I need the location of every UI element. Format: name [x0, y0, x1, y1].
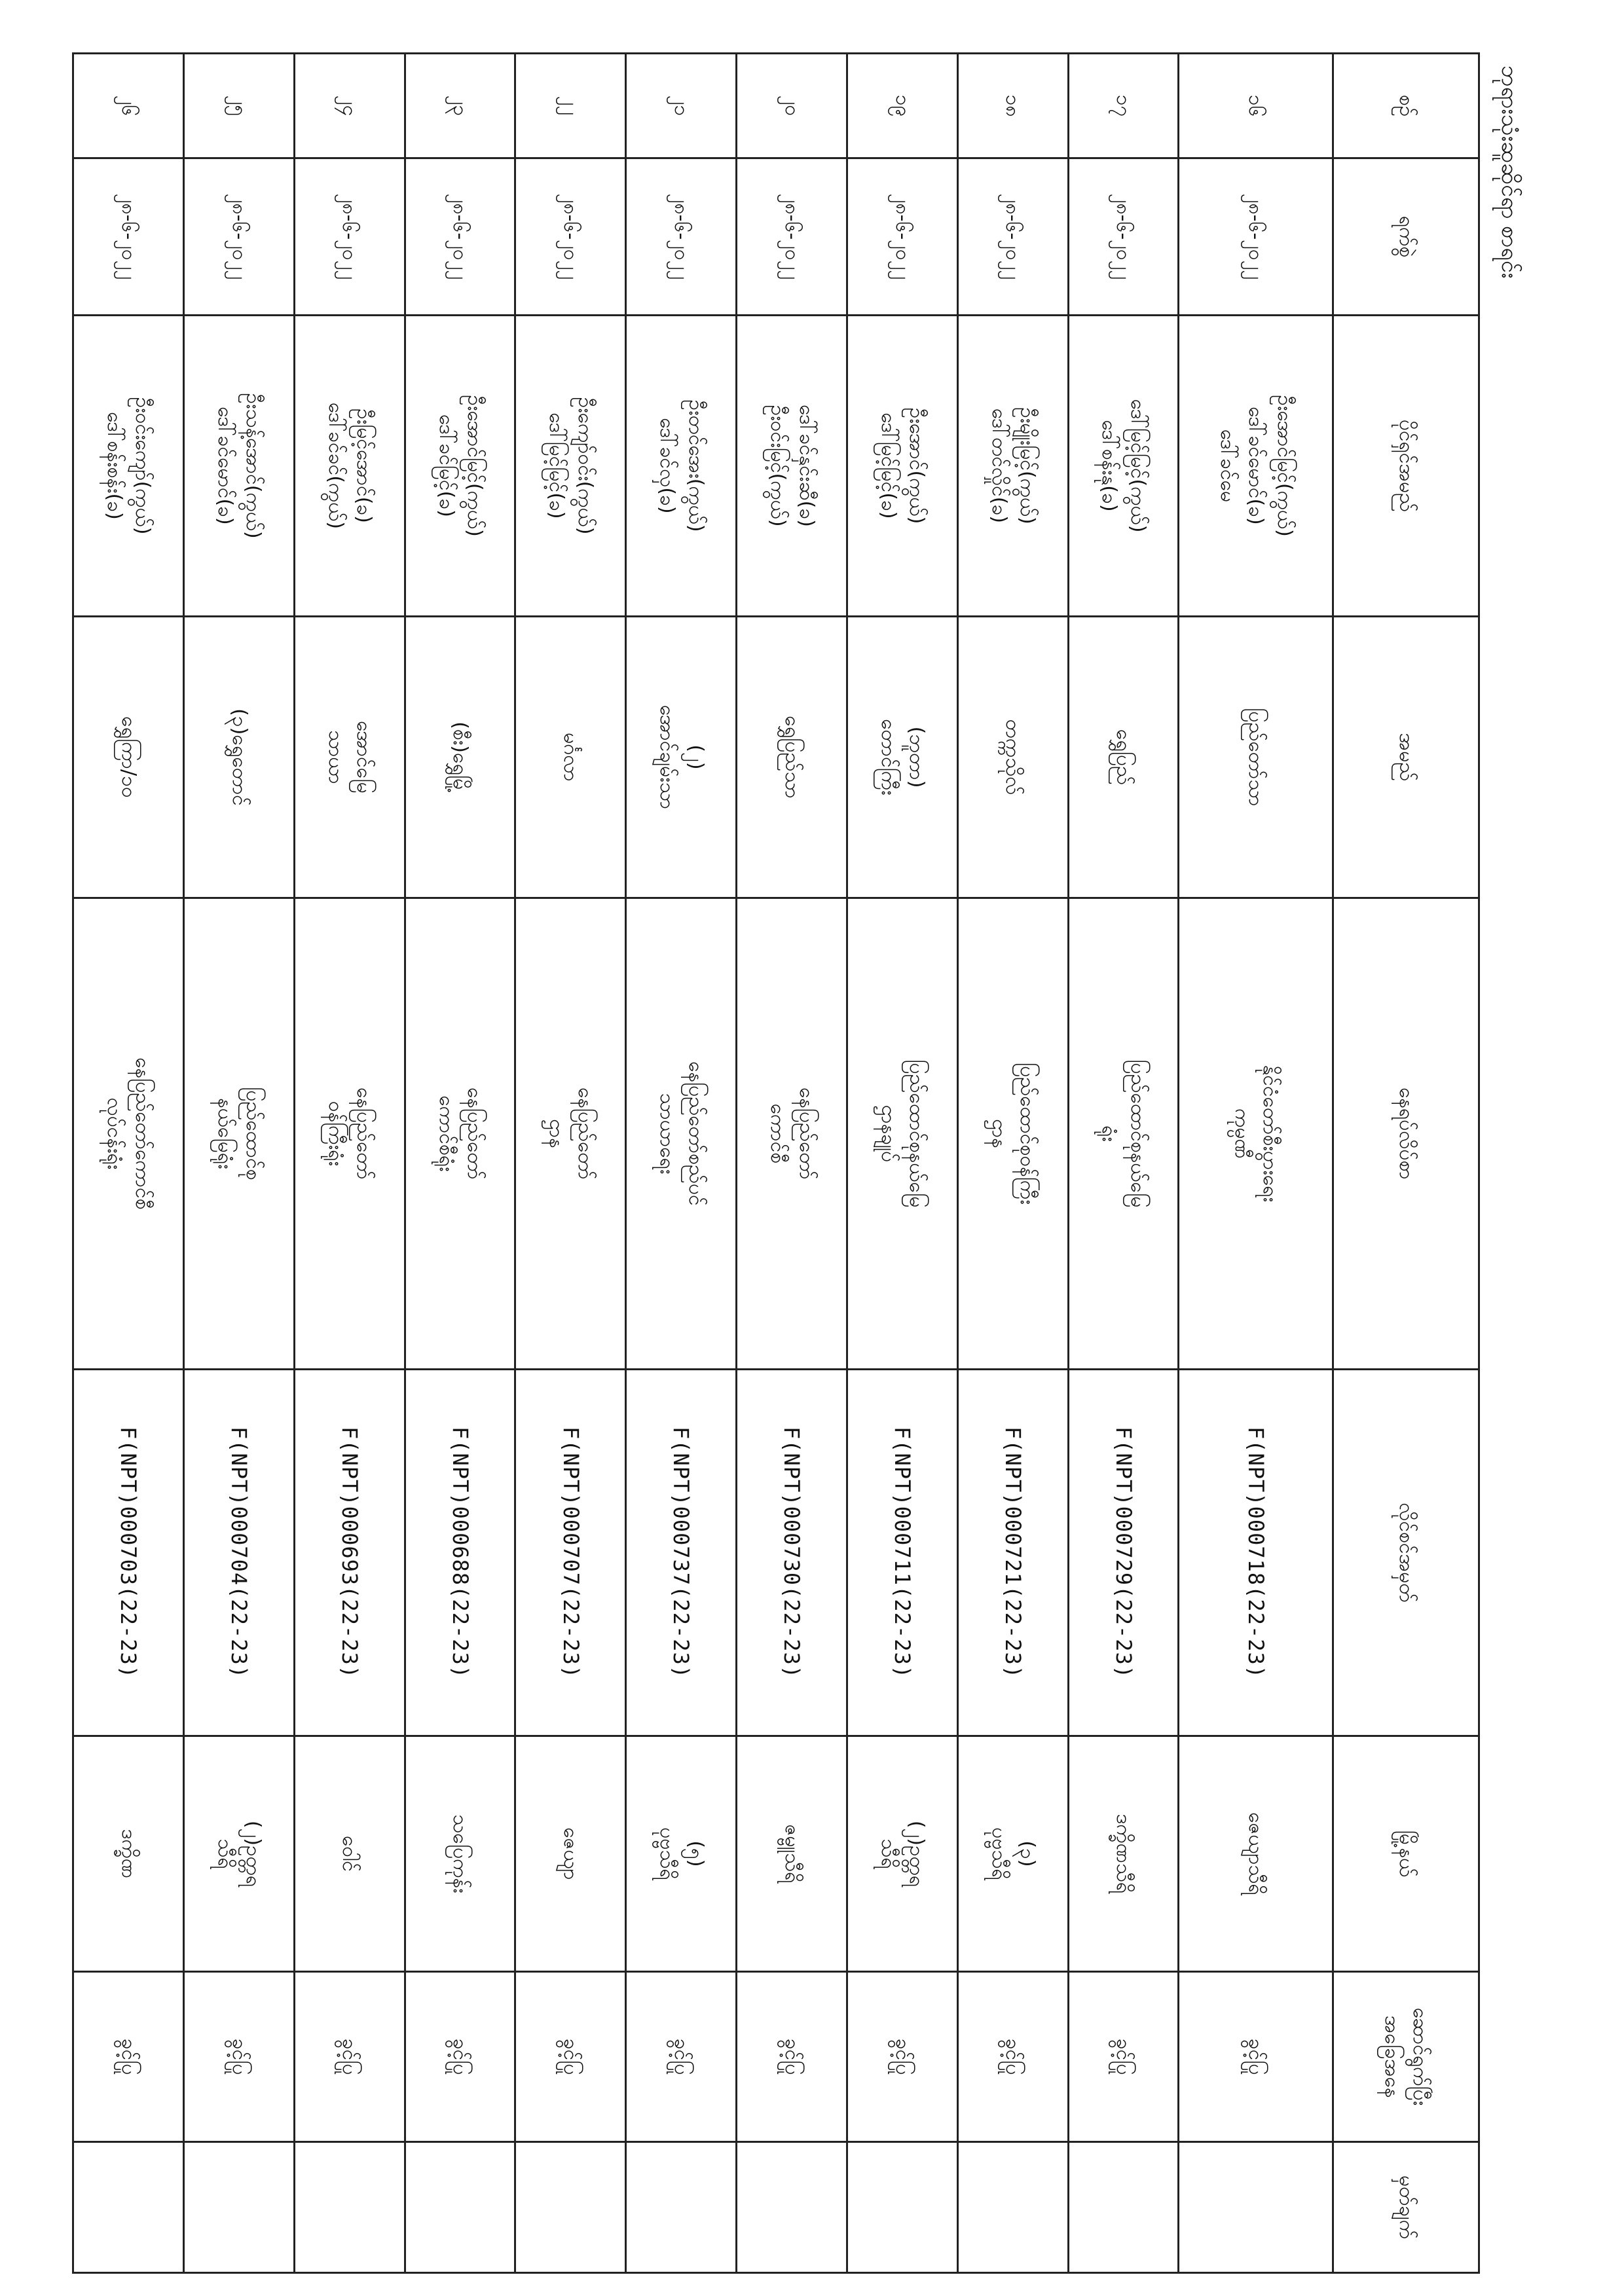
cell-date: ၂၈-၆-၂၀၂၂ [1068, 158, 1179, 316]
cell-no: ၂၂ [515, 54, 626, 158]
cell-date: ၂၈-၆-၂၀၂၂ [183, 158, 294, 316]
page-title: ဘုရားသုံးဆူဆိုင်ရာ စာရင်း [1496, 65, 1522, 279]
cell-license: F(NPT)000703(22-23) [73, 1370, 184, 1736]
header-township: မြို့နယ် [1333, 1736, 1479, 1972]
cell-address: ပြည်ထောင်စုနယ်မြေ ဌာနချုပ် [847, 898, 957, 1370]
header-license: လိုင်စင်အမှတ် [1333, 1370, 1479, 1736]
table-row [1179, 54, 1333, 2273]
cell-no: ၂၀ [737, 54, 847, 158]
cell-license: F(NPT)000704(22-23) [183, 1370, 294, 1736]
table-row [183, 54, 294, 2273]
cell-remark [847, 2142, 957, 2273]
cell-status: ခွင့်ပြု [73, 1972, 184, 2142]
cell-township: ဇေယျာ [515, 1736, 626, 1972]
cell-status: ခွင့်ပြု [405, 1972, 515, 2142]
cell-license: F(NPT)000693(22-23) [294, 1370, 405, 1736]
cell-name: (စီး)ရွှေမြို့ [405, 617, 515, 898]
cell-township: (၅) ပုဗ္ဗသီရိ [626, 1736, 737, 1972]
table-row [294, 54, 405, 2273]
cell-date: ၂၈-၆-၂၀၂၂ [847, 158, 957, 316]
cell-status: ခွင့်ပြု [957, 1972, 1068, 2142]
table-row [515, 54, 626, 2273]
cell-status: ခွင့်ပြု [294, 1972, 405, 2142]
cell-address: နေပြည်တော် ကောင်စီရုံး [405, 898, 515, 1370]
cell-name: တက္ကသိုလ် [957, 617, 1068, 898]
cell-license: F(NPT)000737(22-23) [626, 1370, 737, 1736]
table-row [626, 54, 737, 2273]
cell-license: F(NPT)000721(22-23) [957, 1370, 1068, 1736]
cell-no: ၂၁ [626, 54, 737, 158]
cell-remark [1179, 2142, 1333, 2273]
header-date: ရက်စွဲ [1333, 158, 1479, 316]
cell-no: ၁၉ [847, 54, 957, 158]
cell-address: နေပြည်တော်ကောင်စီ လုပ်ငန်းရုံး [73, 898, 184, 1370]
cell-owner: ဦးမျိုးမြင့်(ကွယ်) ဒေါ်တင်လှိုင်(ခ) [957, 316, 1068, 617]
table-row [847, 54, 957, 2273]
cell-no: ၂၅ [183, 54, 294, 158]
cell-township: ဒက္ခိဏ [73, 1736, 184, 1972]
cell-township: ဇေယျာသီရိ [1179, 1736, 1333, 1972]
cell-status: ခွင့်ပြု [626, 1972, 737, 2142]
cell-name: ပြည်တော်သာ [1179, 617, 1333, 898]
cell-date: ၂၈-၆-၂၀၂၂ [294, 158, 405, 316]
cell-township: ဒက္ခိဏသီရိ [1068, 1736, 1179, 1972]
cell-no: ၂၄ [294, 54, 405, 158]
cell-name: (၂) အောင်ချမ်းသာ [626, 617, 737, 898]
cell-status: ခွင့်ပြု [847, 1972, 957, 2142]
cell-status: ခွင့်ပြု [183, 1972, 294, 2142]
cell-date: ၂၈-၆-၂၀၂၂ [73, 158, 184, 316]
cell-owner: ဦးကျော်ဝင်း(ကွယ်) ဒေါ်မြင့်မြင့်(ခ) [515, 316, 626, 617]
cell-remark [294, 2142, 405, 2273]
cell-owner: ဦးတင်အေး(ကွယ်) ဒေါ်ခင်လှ(ခ) [626, 316, 737, 617]
cell-name: အောင်မြေ သာယာ [294, 617, 405, 898]
cell-status: ခွင့်ပြု [737, 1972, 847, 2142]
table-row [405, 54, 515, 2273]
cell-remark [405, 2142, 515, 2273]
document-sheet [65, 52, 1539, 2240]
cell-date: ၂၈-၆-၂၀၂၂ [737, 158, 847, 316]
cell-township: (၃) ပုဗ္ဗသီရိ [957, 1736, 1068, 1972]
cell-remark [515, 2142, 626, 2273]
cell-township: ဝေါင် [294, 1736, 405, 1972]
cell-date: ၂၈-၆-၂၀၂၂ [626, 158, 737, 316]
cell-owner: ဦးအောင်မြင့်(ကွယ်) ဒေါ်ခင်မြင့်(ခ) [405, 316, 515, 617]
cell-owner: ဒေါ်ခင်နှင်းဆီ(ခ) ဦးဝင်းမြင့်(ကွယ်) [737, 316, 847, 617]
header-remark: မှတ်ချက် [1333, 2142, 1479, 2273]
table-row [957, 54, 1068, 2273]
register-table [72, 52, 1480, 2274]
cell-license: F(NPT)000729(22-23) [1068, 1370, 1179, 1736]
cell-status: ခွင့်ပြု [1179, 1972, 1333, 2142]
cell-license: F(NPT)000711(22-23) [847, 1370, 957, 1736]
cell-address: ပြည်ထောင်စု နယ်မြေရုံး [183, 898, 294, 1370]
cell-status: ခွင့်ပြု [1068, 1972, 1179, 2142]
header-name: အမည် [1333, 617, 1479, 898]
cell-no: ၁၈ [957, 54, 1068, 158]
cell-license: F(NPT)000718(22-23) [1179, 1370, 1333, 1736]
table-row [737, 54, 847, 2273]
cell-address: နေပြည်တော် ကောင်စီ [737, 898, 847, 1370]
cell-name: ရွှေပြည်သာ [737, 617, 847, 898]
cell-remark [737, 2142, 847, 2273]
cell-name: (၃)ရွှေတောင် [183, 617, 294, 898]
cell-date: ၂၈-၆-၂၀၂၂ [1179, 158, 1333, 316]
cell-no: ၂၃ [405, 54, 515, 158]
header-address: နေရပ်လိပ်စာ [1333, 898, 1479, 1370]
cell-license: F(NPT)000707(22-23) [515, 1370, 626, 1736]
cell-status: ခွင့်ပြု [515, 1972, 626, 2142]
cell-address: နေပြည်တော် ဌာန [515, 898, 626, 1370]
cell-license: F(NPT)000730(22-23) [737, 1370, 847, 1736]
cell-owner: ဦးသန့်အောင်(ကွယ်) ဒေါ်ခင်မောင်(ခ) [183, 316, 294, 617]
cell-date: ၂၈-၆-၂၀၂၂ [957, 158, 1068, 316]
cell-name: (ဘူတာ) တောင်ကြီး [847, 617, 957, 898]
cell-owner: ဦးဝင်းကျော်(ကွယ်) ဒေါ်စန်းစန်း(ခ) [73, 316, 184, 617]
cell-name: ရွှေပြည် [1068, 617, 1179, 898]
cell-no: ၁၆ [1179, 54, 1333, 158]
cell-no: ၂၆ [73, 54, 184, 158]
cell-township: (၂)ဥတ္တရ သီရိ [183, 1736, 294, 1972]
cell-owner: ဒေါ်မြင့်မြင့်(ကွယ်) ဒေါ်စန်းနု(ခ) [1068, 316, 1179, 617]
cell-name: မင်္ဂလာ [515, 617, 626, 898]
cell-remark [957, 2142, 1068, 2273]
cell-township: သပြေကုန်း [405, 1736, 515, 1972]
cell-remark [73, 2142, 184, 2273]
cell-date: ၂၈-၆-၂၀၂၂ [405, 158, 515, 316]
cell-remark [1068, 2142, 1179, 2273]
cell-no: ၁၇ [1068, 54, 1179, 158]
header-no: စဉ် [1333, 54, 1479, 158]
cell-address: ပြည်ထောင်စုနယ်မြေ ရုံး [1068, 898, 1179, 1370]
header-row [1333, 54, 1479, 2273]
cell-address: နိုင်ငံတော်စီးပွားရေး ကုမ္ပဏီ [1179, 898, 1333, 1370]
cell-owner: ဦးအောင်(ကွယ်) ဒေါ်မြင့်မြင့်(ခ) [847, 316, 957, 617]
cell-address: နေပြည်တော်စည်ပင် သာယာရေး [626, 898, 737, 1370]
table-row [73, 54, 184, 2273]
table-row [1068, 54, 1179, 2273]
cell-township: ဇမ္ဗူသီရိ [737, 1736, 847, 1972]
table-body [73, 54, 1333, 2273]
cell-owner: ဦးမြင့်အောင်(ခ) ဒေါ်ခင်ခင်(ကွယ်) [294, 316, 405, 617]
cell-remark [183, 2142, 294, 2273]
cell-address: ပြည်ထောင်စုဝန်ကြီး ဌာန [957, 898, 1068, 1370]
cell-remark [626, 2142, 737, 2273]
cell-license: F(NPT)000688(22-23) [405, 1370, 515, 1736]
cell-date: ၂၈-၆-၂၀၂၂ [515, 158, 626, 316]
cell-township: (၂)ဥတ္တရ သီရိ [847, 1736, 957, 1972]
cell-address: နေပြည်တော် ဝန်ကြီးရုံး [294, 898, 405, 1370]
cell-name: ရွှေကြာ/၁၀ [73, 617, 184, 898]
header-owner: ပိုင်ရှင်အမည် [1333, 316, 1479, 617]
cell-owner: ဦးအောင်မြင့်(ကွယ်) ဒေါ်ခင်မောင်(ခ) ဒေါ်ခင်မေ [1179, 316, 1333, 617]
header-status: ဆောင်ရွက်ပြီး အခြေအနေ [1333, 1972, 1479, 2142]
